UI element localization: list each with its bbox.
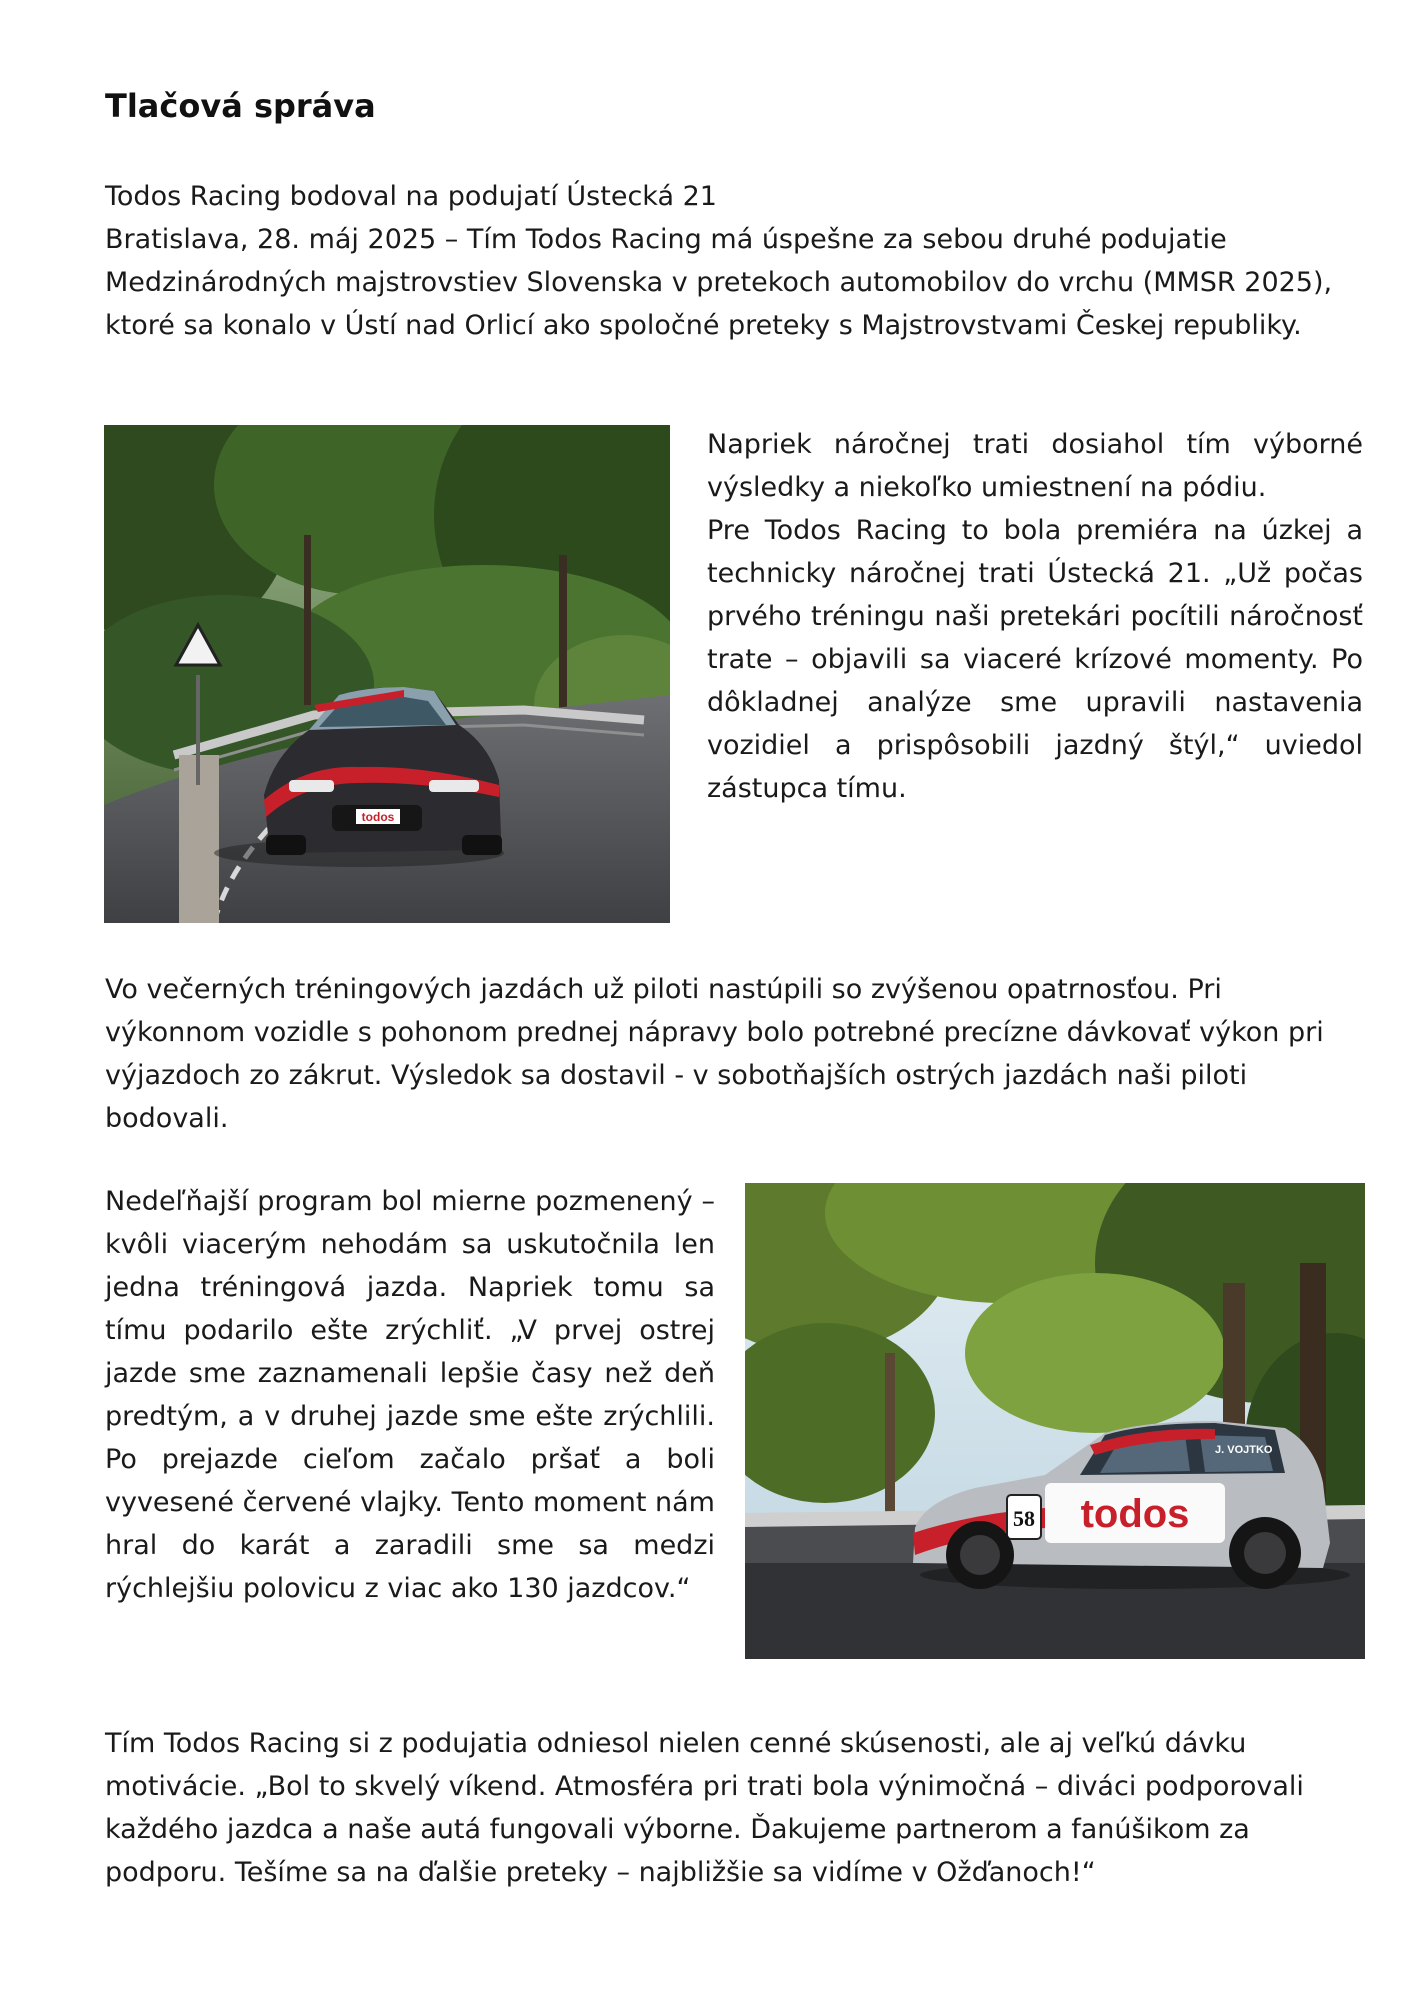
car-brand-label-1: todos	[361, 810, 395, 824]
page-title: Tlačová správa	[105, 87, 376, 125]
lead-block	[105, 175, 1345, 347]
photo-rally-car-front-image	[104, 425, 670, 923]
paragraph-results: Napriek náročnej trati dosiahol tím výborné výsledky a niekoľko umiestnení na pódiu.	[707, 429, 1363, 503]
photo-rally-car-side	[745, 1183, 1365, 1659]
paragraph-premiere: Pre Todos Racing to bola premiéra na úzkej a technicky náročnej trati Ústecká 21. „Už počas prvého tréningu naši pretekári pocítili náročnosť trate – objavili sa viaceré krízové momenty. Po dôkladnej analýze sme upravili nastavenia vozidiel a prispôsobili jazdný štýl,“ uviedol zástupca tímu.	[707, 515, 1363, 804]
driver-label: J. VOJTKO	[1215, 1444, 1273, 1456]
paragraph-sunday: Nedeľňajší program bol mierne pozmenený – kvôli viacerým nehodám sa uskutočnila len jedna tréningová jazda. Napriek tomu sa tímu podarilo ešte zrýchliť. „V prvej ostrej jazde sme zaznamenali lepšie časy než deň predtým, a v druhej jazde sme ešte zrýchlili. Po prejazde cieľom začalo pršať a boli vyvesené červené vlajky. Tento moment nám hral do karát a zaradili sme sa medzi rýchlejšiu polovicu z viac ako 130 jazdcov.“	[105, 1186, 715, 1604]
paragraph-closing: Tím Todos Racing si z podujatia odniesol nielen cenné skúsenosti, ale aj veľkú dávku motivácie. „Bol to skvelý víkend. Atmosféra pri trati bola výnimočná – diváci podporovali každého jazdca a naše autá fungovali výborne. Ďakujeme partnerom a fanúšikom za podporu. Tešíme sa na ďalšie preteky – najbližšie sa vidíme v Ožďanoch!“	[105, 1728, 1304, 1888]
text-column-right	[707, 423, 1363, 810]
photo-rally-car-side-image	[745, 1183, 1365, 1659]
paragraph-training: Vo večerných tréningových jazdách už piloti nastúpili so zvýšenou opatrnosťou. Pri výkonnom vozidle s pohonom prednej nápravy bolo potrebné precízne dávkovať výkon pri výjazdoch zo zákrut. Výsledok sa dostavil - v sobotňajších ostrých jazdách naši piloti bodovali.	[105, 974, 1324, 1134]
intro-paragraph: Bratislava, 28. máj 2025 – Tím Todos Racing má úspešne za sebou druhé podujatie Medzinárodných majstrovstiev Slovenska v pretekoch automobilov do vrchu (MMSR 2025), ktoré sa konalo v Ústí nad Orlicí ako spoločné preteky s Majstrovstvami Českej republiky.	[105, 224, 1333, 341]
car-brand-label-2: todos	[1080, 1492, 1190, 1536]
photo-rally-car-front	[104, 425, 670, 923]
headline: Todos Racing bodoval na podujatí Ústecká 21	[105, 181, 717, 212]
car-number: 58	[1013, 1506, 1035, 1531]
